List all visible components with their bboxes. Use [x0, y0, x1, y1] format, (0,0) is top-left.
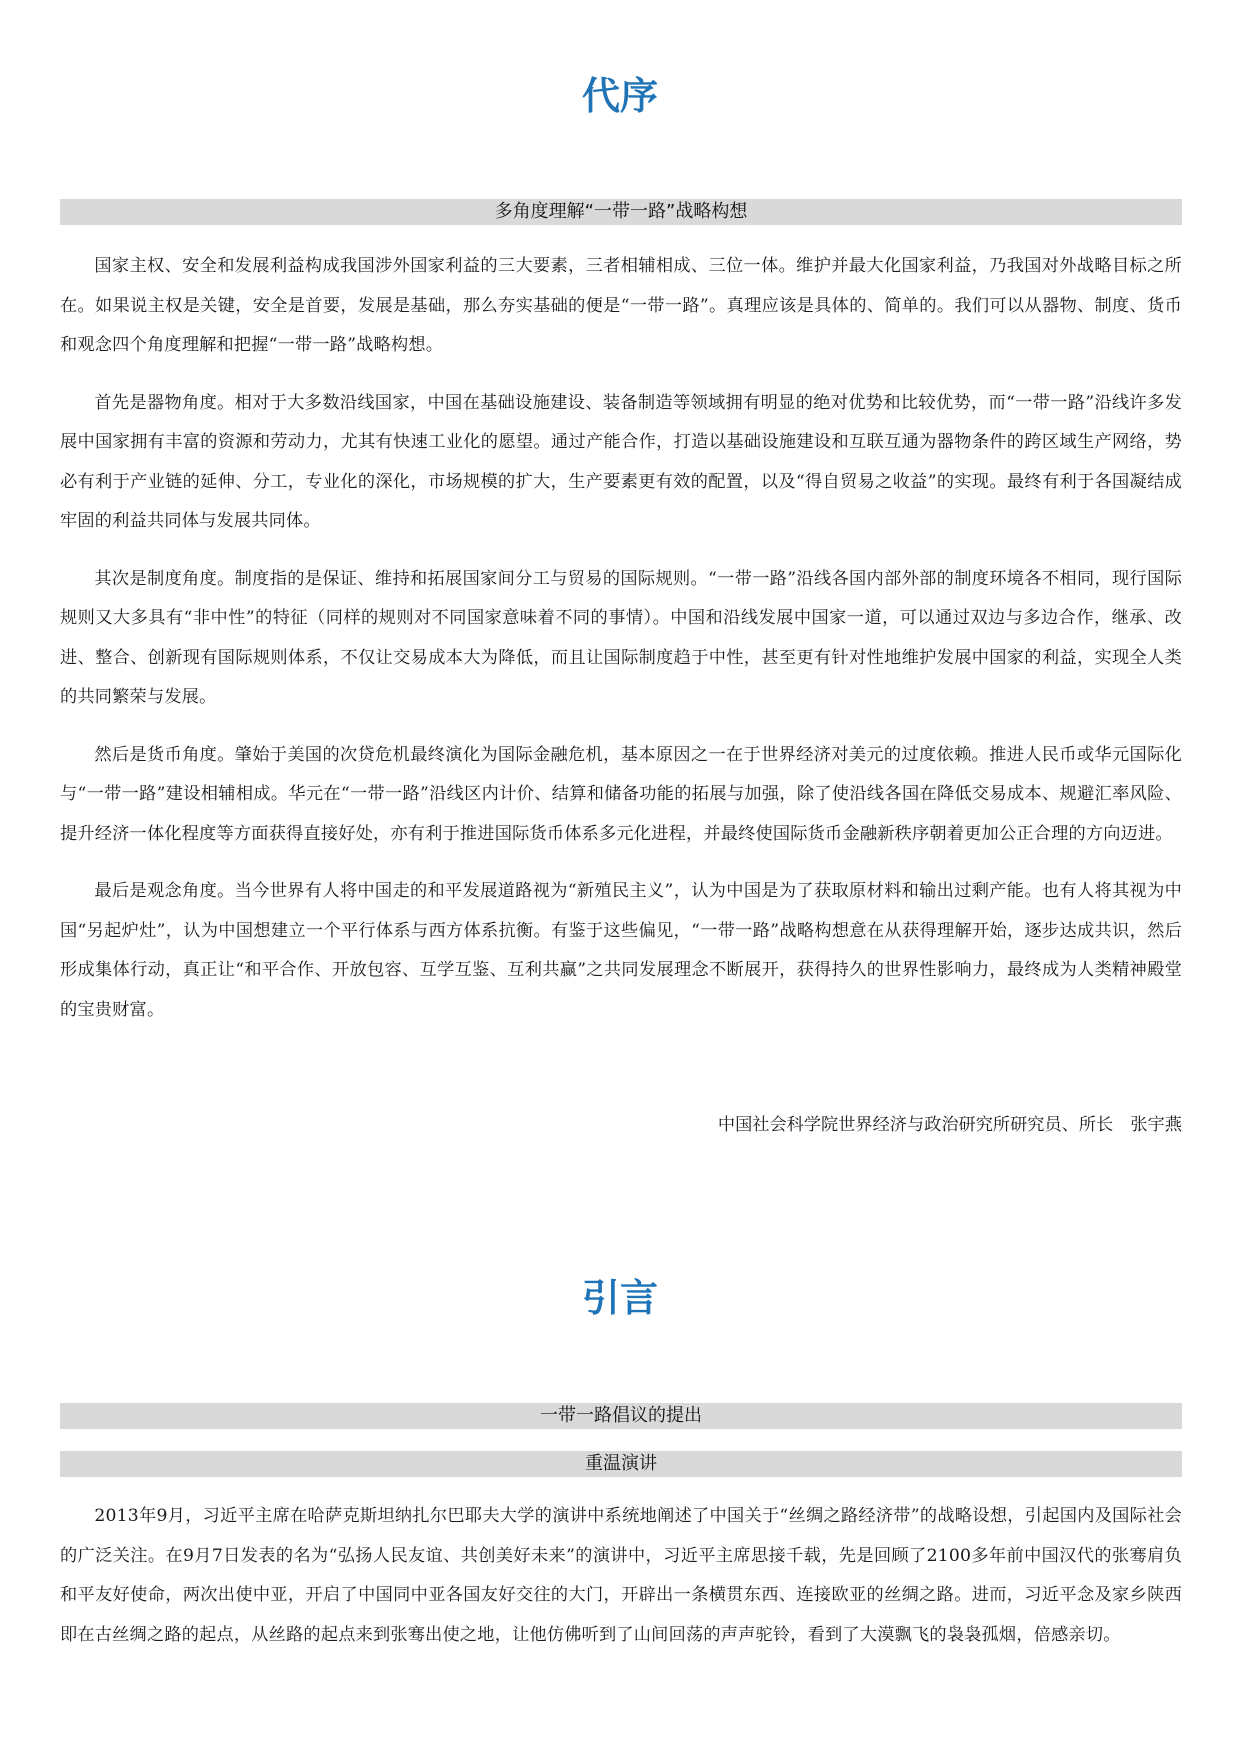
preface-title: 代序	[581, 74, 658, 118]
preface-paragraph: 最后是观念角度。当今世界有人将中国走的和平发展道路视为“新殖民主义”，认为中国是为了获取原材料和输出过剩产能。也有人将其视为中国“另起炉灶”，认为中国想建立一个平行体系与西方体系抗衡。有鉴于这些偏见，“一带一路”战略构想意在从获得理解开始，逐步达成共识，然后形成集体行动，真正让“和平合作、开放包容、互学互鉴、互利共赢”之共同发展理念不断展开，获得持久的世界性影响力，最终成为人类精神殿堂的宝贵财富。	[60, 881, 1182, 1020]
introduction-paragraph: 2013年9月，习近平主席在哈萨克斯坦纳扎尔巴耶夫大学的演讲中系统地阐述了中国关于“丝绸之路经济带”的战略设想，引起国内及国际社会的广泛关注。在9月7日发表的名为“弘扬人民友谊、共创美好未来”的演讲中，习近平主席思接千载，先是回顾了2100多年前中国汉代的张骞肩负和平友好使命，两次出使中亚，开启了中国同中亚各国友好交往的大门，开辟出一条横贯东西、连接欧亚的丝绸之路。进而，习近平念及家乡陕西即在古丝绸之路的起点，从丝路的起点来到张骞出使之地，让他仿佛听到了山间回荡的声声驼铃，看到了大漠飘飞的袅袅孤烟，倍感亲切。	[60, 1506, 1182, 1645]
preface-paragraph: 其次是制度角度。制度指的是保证、维持和拓展国家间分工与贸易的国际规则。“一带一路”沿线各国内部外部的制度环境各不相同，现行国际规则又大多具有“非中性”的特征（同样的规则对不同国家意味着不同的事情）。中国和沿线发展中国家一道，可以通过双边与多边合作，继承、改进、整合、创新现有国际规则体系，不仅让交易成本大为降低，而且让国际制度趋于中性，甚至更有针对性地维护发展中国家的利益，实现全人类的共同繁荣与发展。	[60, 568, 1182, 707]
preface-body	[60, 247, 1182, 1030]
preface-section-heading: 多角度理解“一带一路”战略构想	[60, 199, 1182, 225]
introduction-section-heading: 一带一路倡议的提出	[60, 1403, 1182, 1429]
preface-signature: 中国社会科学院世界经济与政治研究所研究员、所长 张宇燕	[717, 1115, 1182, 1135]
preface-paragraph: 然后是货币角度。肇始于美国的次贷危机最终演化为国际金融危机，基本原因之一在于世界经济对美元的过度依赖。推进人民币或华元国际化与“一带一路”建设相辅相成。华元在“一带一路”沿线区内计价、结算和储备功能的拓展与加强，除了使沿线各国在降低交易成本、规避汇率风险、提升经济一体化程度等方面获得直接好处，亦有利于推进国际货币体系多元化进程，并最终使国际货币金融新秩序朝着更加公正合理的方向迈进。	[60, 744, 1182, 844]
introduction-body	[60, 1497, 1182, 1655]
preface-paragraph: 国家主权、安全和发展利益构成我国涉外国家利益的三大要素，三者相辅相成、三位一体。维护并最大化国家利益，乃我国对外战略目标之所在。如果说主权是关键，安全是首要，发展是基础，那么夯实基础的便是“一带一路”。真理应该是具体的、简单的。我们可以从器物、制度、货币和观念四个角度理解和把握“一带一路”战略构想。	[60, 256, 1182, 355]
preface-paragraph: 首先是器物角度。相对于大多数沿线国家，中国在基础设施建设、装备制造等领域拥有明显的绝对优势和比较优势，而“一带一路”沿线许多发展中国家拥有丰富的资源和劳动力，尤其有快速工业化的愿望。通过产能合作，打造以基础设施建设和互联互通为器物条件的跨区域生产网络，势必有利于产业链的延伸、分工，专业化的深化，市场规模的扩大，生产要素更有效的配置，以及“得自贸易之收益”的实现。最终有利于各国凝结成牢固的利益共同体与发展共同体。	[60, 392, 1182, 531]
introduction-title: 引言	[581, 1276, 658, 1320]
introduction-subsection-heading: 重温演讲	[60, 1451, 1182, 1477]
